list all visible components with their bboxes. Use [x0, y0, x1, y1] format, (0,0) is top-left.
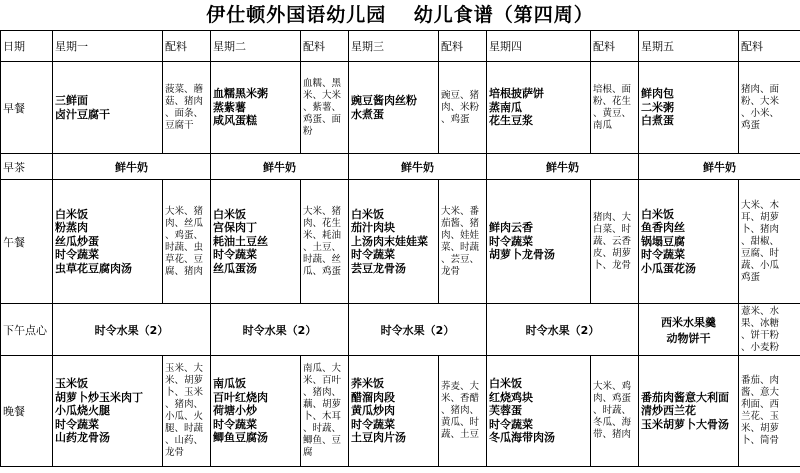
page-title: 伊仕顿外国语幼儿园 幼儿食谱（第四周）: [206, 4, 594, 26]
lunch-dish: 白米饭 茄汁肉块 上汤肉末娃娃菜 时令蔬菜 芸豆龙骨汤: [349, 180, 439, 304]
lunch-row: [1, 180, 800, 304]
menu-table: [0, 30, 800, 467]
header-day: 星期四: [487, 31, 591, 62]
lunch-ingredients: 大米、猪 肉、丝瓜 、鸡蛋、 时蔬、虫 草花、豆 腐、猪肉: [163, 180, 211, 304]
dinner-ingredients: 南瓜、大 米、百叶 、猪肉、 藕、胡萝 卜、木耳 、时蔬、 鲫鱼、豆 腐: [301, 356, 349, 467]
header-ingredients: 配料: [301, 31, 349, 62]
dinner-ingredients: 玉米、大 米、胡萝 卜、玉米 、猪肉、 小瓜、火 腿、时蔬 、山药、 龙骨: [163, 356, 211, 467]
header-row: [1, 31, 800, 62]
afternoon-snack-ingredients: 薏米、水 果、冰糖 、饼干粉 、小麦粉: [739, 304, 800, 356]
afternoon-snack-item: 时令水果（2）: [349, 304, 487, 356]
afternoon-snack-item: 西米水果羹 动物饼干: [639, 304, 739, 356]
header-day: 星期三: [349, 31, 439, 62]
morning-tea-item: 鲜牛奶: [53, 154, 211, 180]
lunch-dish: 白米饭 鱼香肉丝 锅塌豆腐 时令蔬菜 小瓜蛋花汤: [639, 180, 739, 304]
dinner-dish: 玉米饭 胡萝卜炒玉米肉丁 小瓜烧火腿 时令蔬菜 山药龙骨汤: [53, 356, 163, 467]
dinner-row: [1, 356, 800, 467]
row-label-breakfast: 早餐: [1, 62, 53, 154]
breakfast-ingredients: 猪肉、面 粉、大米 、小米、 鸡蛋: [739, 62, 800, 154]
lunch-ingredients: 大米、猪 肉、花生 米、耗油 、土豆、 时蔬、丝 瓜、鸡蛋: [301, 180, 349, 304]
breakfast-ingredients: 血糯、黑 米、大米 、紫薯、 鸡蛋、面 粉: [301, 62, 349, 154]
morning-tea-item: 鲜牛奶: [639, 154, 800, 180]
lunch-ingredients: 大米、木 耳、胡萝 卜、猪肉 、甜椒、 豆腐、时 蔬、小瓜 鸡蛋: [739, 180, 800, 304]
breakfast-row: [1, 62, 800, 154]
afternoon-snack-item: 时令水果（2）: [211, 304, 349, 356]
morning-tea-row: [1, 154, 800, 180]
dinner-dish: 荞米饭 醋溜肉段 黄瓜炒肉 时令蔬菜 土豆肉片汤: [349, 356, 439, 467]
row-label-dinner: 晚餐: [1, 356, 53, 467]
breakfast-ingredients: 培根、面 粉、花生 、黄豆、 南瓜: [591, 62, 639, 154]
dinner-dish: 白米饭 红烧鸡块 芙蓉蛋 时令蔬菜 冬瓜海带肉汤: [487, 356, 591, 467]
breakfast-dish: 培根披萨饼 蒸南瓜 花生豆浆: [487, 62, 591, 154]
lunch-dish: 白米饭 宫保肉丁 耗油土豆丝 时令蔬菜 丝瓜蛋汤: [211, 180, 301, 304]
lunch-ingredients: 猪肉、大 白菜、时 蔬、云香 皮、胡萝 卜、龙骨: [591, 180, 639, 304]
dinner-ingredients: 荞麦、大 米、香醋 、猪肉、 黄瓜、时 蔬、土豆: [439, 356, 487, 467]
header-day: 星期二: [211, 31, 301, 62]
morning-tea-item: 鲜牛奶: [349, 154, 487, 180]
header-day: 星期五: [639, 31, 739, 62]
row-label-lunch: 午餐: [1, 180, 53, 304]
header-ingredients: 配料: [591, 31, 639, 62]
lunch-dish: 鲜肉云香 时令蔬菜 胡萝卜龙骨汤: [487, 180, 591, 304]
morning-tea-item: 鲜牛奶: [487, 154, 639, 180]
morning-tea-item: 鲜牛奶: [211, 154, 349, 180]
breakfast-dish: 鲜肉包 二米粥 白煮蛋: [639, 62, 739, 154]
dinner-ingredients: 大米、鸡 肉、鸡蛋 、时蔬、 冬瓜、海 带、猪肉: [591, 356, 639, 467]
afternoon-snack-item: 时令水果（2）: [487, 304, 639, 356]
header-period: 日期: [1, 31, 53, 62]
header-ingredients: 配料: [439, 31, 487, 62]
breakfast-dish: 豌豆酱肉丝粉 水煮蛋: [349, 62, 439, 154]
header-day: 星期一: [53, 31, 163, 62]
dinner-dish: 番茄肉酱意大利面 清炒西兰花 玉米胡萝卜大骨汤: [639, 356, 739, 467]
header-ingredients: 配料: [739, 31, 800, 62]
header-ingredients: 配料: [163, 31, 211, 62]
lunch-dish: 白米饭 粉蒸肉 丝瓜炒蛋 时令蔬菜 虫草花豆腐肉汤: [53, 180, 163, 304]
breakfast-ingredients: 豌豆、猪 肉、米粉 、鸡蛋: [439, 62, 487, 154]
afternoon-snack-row: [1, 304, 800, 356]
breakfast-dish: 血糯黑米粥 蒸紫薯 咸风蛋糕: [211, 62, 301, 154]
dinner-dish: 南瓜饭 百叶红烧肉 荷塘小炒 时令蔬菜 鲫鱼豆腐汤: [211, 356, 301, 467]
breakfast-dish: 三鲜面 卤汁豆腐干: [53, 62, 163, 154]
dinner-ingredients: 番茄、肉 酱、意大 利面、西 兰花、玉 米、胡萝 卜、筒骨: [739, 356, 800, 467]
row-label-morning-tea: 早茶: [1, 154, 53, 180]
afternoon-snack-item: 时令水果（2）: [53, 304, 211, 356]
lunch-ingredients: 大米、番 茄酱、猪 肉、娃娃 菜、时蔬 、芸豆、 龙骨: [439, 180, 487, 304]
row-label-afternoon-snack: 下午点心: [1, 304, 53, 356]
breakfast-ingredients: 菠菜、蘑 菇、猪肉 、面条、 豆腐干: [163, 62, 211, 154]
